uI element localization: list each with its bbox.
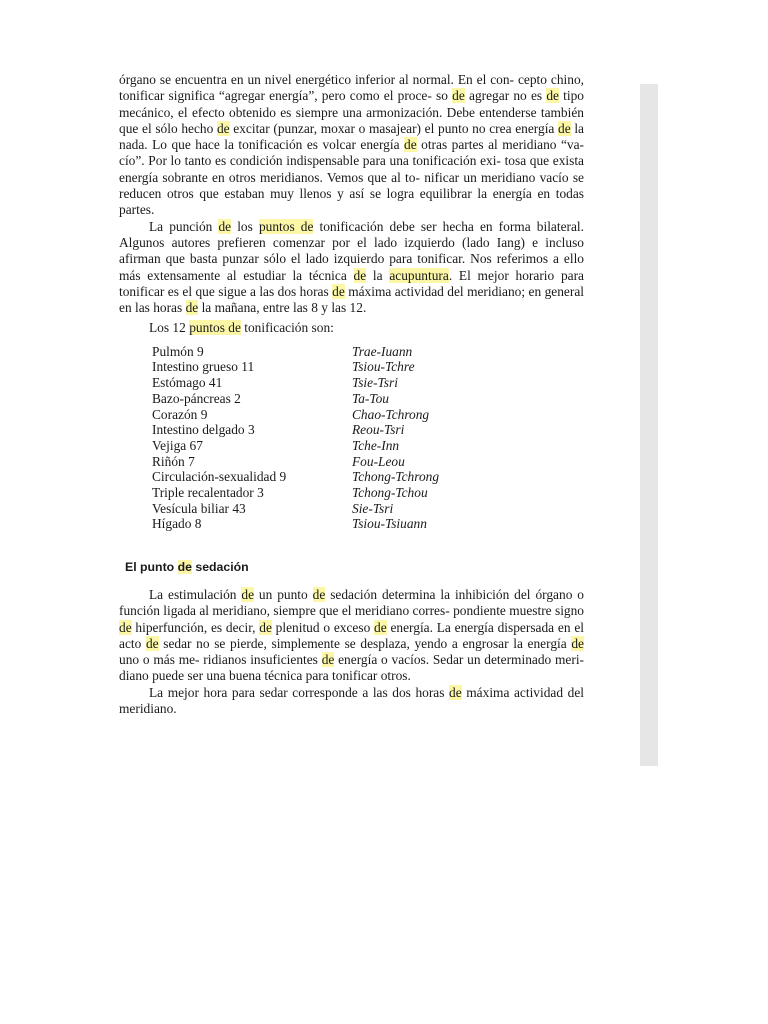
text-fragment: la	[366, 267, 390, 283]
point-organ: Vesícula biliar 43	[152, 500, 246, 516]
text-fragment: (punzar, moxar o masajear) el punto no crea energía	[273, 120, 559, 136]
search-highlight: de	[374, 619, 387, 635]
text-fragment: tonificación debe ser hecha en forma	[313, 218, 531, 234]
list-item	[152, 375, 584, 391]
point-organ: Estómago 41	[152, 375, 223, 391]
point-name: Ta-Tou	[352, 390, 389, 406]
point-name: Tsiou-Tchre	[352, 359, 415, 375]
text-fragment: una armonización. Debe entenderse también que el sólo hecho	[119, 104, 584, 136]
text-fragment: máxima	[461, 684, 510, 700]
point-organ: Intestino grueso 11	[152, 359, 255, 375]
tonification-points-list	[152, 344, 584, 532]
point-name: Tchong-Tchrong	[352, 469, 440, 485]
point-organ: Riñón 7	[152, 453, 195, 469]
text-fragment: los	[231, 218, 259, 234]
text-fragment: sedación	[191, 560, 249, 574]
list-item	[152, 391, 584, 407]
search-highlight: puntos de	[189, 320, 241, 336]
text-fragment: excitar	[229, 120, 270, 136]
point-organ: Bazo-páncreas 2	[152, 390, 241, 406]
text-fragment: sedación determina la inhibición del	[325, 587, 531, 602]
point-organ: Vejiga 67	[152, 437, 203, 453]
point-name: Tsie-Tsri	[352, 375, 398, 391]
text-fragment: agregar no es	[464, 88, 547, 104]
point-organ: Circulación-sexualidad 9	[152, 469, 287, 485]
list-item	[152, 359, 584, 375]
point-name: Sie-Tsri	[352, 500, 394, 516]
text-fragment: hiperfunción, es decir,	[131, 619, 260, 635]
list-item	[152, 469, 584, 485]
search-highlight: de	[177, 560, 192, 574]
text-fragment: La estimulación	[149, 587, 242, 602]
search-highlight: de	[216, 120, 230, 136]
text-fragment: tipo mecánico, el efecto obtenido es siempre	[119, 88, 584, 120]
document-page	[119, 72, 584, 717]
search-highlight: de	[571, 635, 584, 651]
text-line: cío”. Por lo tanto es condición indispensable para una tonificación exi-	[119, 153, 501, 169]
text-fragment: la nada. Lo que	[119, 120, 585, 153]
search-highlight: acupuntura	[389, 267, 449, 283]
point-name: Tsiou-Tsiuann	[352, 516, 427, 532]
text-fragment: hace la tonificación es volcar energía	[195, 137, 405, 153]
text-fragment: El punto	[125, 560, 178, 574]
list-item	[152, 438, 584, 454]
text-fragment: La mejor hora para sedar corresponde a las dos horas	[149, 684, 450, 700]
list-item	[152, 485, 584, 501]
text-fragment: pondiente muestre signo	[453, 603, 584, 619]
search-highlight: de	[546, 88, 559, 104]
search-highlight: de	[558, 120, 571, 136]
text-fragment: uno o más me-	[119, 652, 200, 668]
search-highlight: puntos de	[258, 218, 314, 234]
text-line: órgano se encuentra en un nivel energético inferior al normal. En el con-	[119, 72, 515, 87]
scrollbar-track[interactable]	[640, 84, 658, 766]
point-organ: Pulmón 9	[152, 343, 204, 359]
search-highlight: de	[332, 283, 345, 299]
search-highlight: de	[119, 619, 132, 635]
paragraph-puncion	[119, 219, 584, 317]
text-line: bilateral. Algunos autores prefieren comenzar por el lado izquierdo (lado	[119, 218, 584, 250]
search-highlight: de	[185, 300, 199, 316]
point-name: Trae-Iuann	[352, 343, 413, 359]
list-item	[152, 344, 584, 360]
text-line: diano puede ser una buena técnica para tonificar otros.	[119, 668, 411, 684]
point-name: Tchong-Tchou	[352, 484, 428, 500]
text-fragment: La punción	[149, 218, 219, 234]
point-organ: Intestino delgado 3	[152, 422, 255, 438]
text-line: órgano o función ligada al meridiano, siempre que el meridiano corres-	[119, 587, 584, 619]
list-item	[152, 516, 584, 532]
search-highlight: de	[449, 684, 462, 700]
text-fragment: otras partes al meridiano “va-	[416, 137, 585, 153]
text-line: Iang) e incluso afirman que basta punzar sólo el lado izquierdo para	[119, 234, 584, 267]
point-organ: Triple recalentador 3	[152, 484, 264, 500]
list-item	[152, 501, 584, 517]
text-fragment: . El mejor horario para tonificar es el que sigue a las	[119, 267, 584, 299]
search-highlight: de	[404, 137, 417, 153]
search-highlight: de	[259, 619, 272, 635]
text-fragment: tonificación son:	[240, 320, 334, 336]
search-highlight: de	[312, 587, 326, 602]
text-fragment: ridianos insuficientes	[203, 652, 322, 668]
points-intro	[149, 320, 584, 336]
list-item	[152, 454, 584, 470]
text-fragment: so	[436, 88, 453, 104]
text-fragment: Los 12	[149, 320, 190, 336]
text-line: actividad del meridiano.	[119, 684, 584, 717]
text-fragment: simplemente se desplaza, yendo a engrosar la energía	[271, 635, 572, 651]
point-organ: Hígado 8	[152, 516, 202, 532]
text-fragment: plenitud o exceso	[271, 619, 371, 635]
point-organ: Corazón 9	[152, 406, 208, 422]
search-highlight: de	[353, 267, 367, 283]
text-fragment: energía. La energía dispersada en el acto	[119, 619, 584, 651]
text-line: cepto chino, tonificar significa “agregar energía”, pero como el proce-	[119, 72, 584, 104]
search-highlight: de	[145, 635, 159, 651]
text-fragment: dos horas	[277, 283, 333, 299]
search-highlight: de	[321, 652, 335, 668]
text-fragment: la mañana, entre las 8 y las 12.	[198, 300, 367, 316]
section-heading	[125, 559, 584, 575]
text-fragment: un punto	[254, 587, 313, 602]
text-fragment: sedar no se pierde,	[158, 635, 267, 651]
point-name: Chao-Tchrong	[352, 406, 430, 422]
text-fragment: energía o vacíos. Sedar un determinado meri-	[334, 652, 584, 668]
search-highlight: de	[241, 587, 255, 602]
search-highlight: de	[218, 218, 232, 234]
point-name: Fou-Leou	[352, 453, 405, 469]
text-line: tosa que exista energía sobrante en otros meridianos. Vemos que al to-	[119, 153, 584, 185]
text-line: así se logra equilibrar la energía en todas partes.	[119, 186, 584, 218]
search-highlight: de	[452, 88, 465, 104]
point-name: Tche-Inn	[352, 437, 400, 453]
list-item	[152, 407, 584, 423]
list-item	[152, 422, 584, 438]
text-line: tonificar. Nos referimos a ello más extensamente al estudiar la técnica	[119, 251, 584, 283]
text-fragment: máxima actividad del meridiano; en general en las horas	[119, 283, 584, 316]
paragraph-sedacion	[119, 587, 584, 685]
text-line: nificar un meridiano vacío se reducen otros que estaban muy llenos y	[119, 169, 584, 202]
paragraph-intro	[119, 72, 584, 219]
point-name: Reou-Tsri	[352, 422, 405, 438]
paragraph-mejor-hora	[119, 685, 584, 718]
